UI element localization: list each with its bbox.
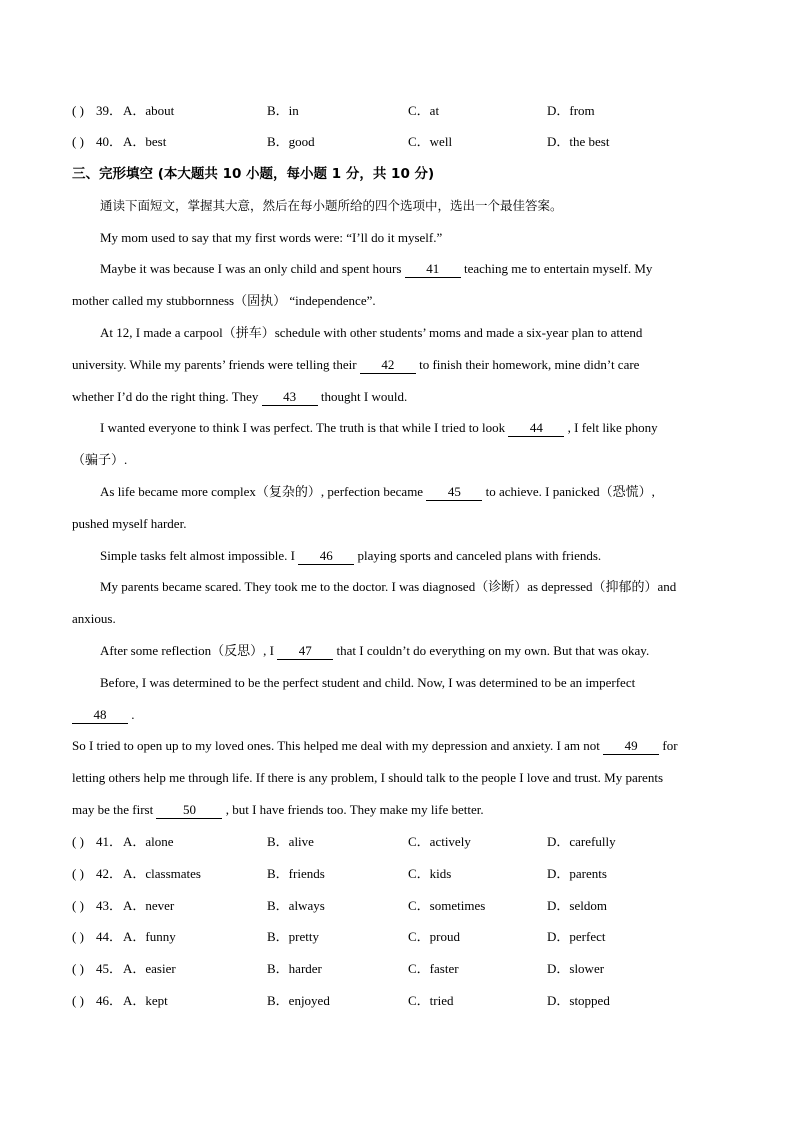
option-d: D．the best xyxy=(547,134,610,149)
option-d: D．carefully xyxy=(547,834,616,849)
option-b: B．alive xyxy=(267,834,314,849)
answer-paren: ( ) xyxy=(72,961,84,976)
blank-47: 47 xyxy=(277,643,333,660)
option-a: A．never xyxy=(123,898,175,913)
blank-48: 48 xyxy=(72,707,128,724)
question-number: 46． xyxy=(96,993,123,1008)
question-number: 41． xyxy=(96,834,123,849)
answer-paren: ( ) xyxy=(72,834,84,849)
option-a: A．alone xyxy=(123,834,174,849)
passage-line: letting others help me through life. If there is any problem, I should talk to the people I love and trust. My parents xyxy=(72,770,663,785)
answer-paren: ( ) xyxy=(72,103,84,118)
passage-line: My mom used to say that my first words were: “I’ll do it myself.” xyxy=(100,230,443,245)
option-a: A．classmates xyxy=(123,866,201,881)
section-title: 三、完形填空 (本大题共 10 小题，每小题 1 分，共 10 分) xyxy=(72,166,435,182)
passage-line: 48 . xyxy=(72,705,135,725)
option-c: C．actively xyxy=(408,834,471,849)
question-row-45 xyxy=(72,959,724,979)
question-number: 44． xyxy=(96,929,123,944)
question-row-44 xyxy=(72,927,724,947)
blank-43: 43 xyxy=(262,389,318,406)
passage-line: After some reflection（反思）, I 47 that I couldn’t do everything on my own. But that was okay. xyxy=(100,643,650,658)
option-b: B．harder xyxy=(267,961,322,976)
answer-paren: ( ) xyxy=(72,134,84,149)
blank-45: 45 xyxy=(426,484,482,501)
passage-line: may be the first 50 , but I have friends too. They make my life better. xyxy=(72,802,484,817)
option-b: B．friends xyxy=(267,866,325,881)
passage-line: Simple tasks felt almost impossible. I 46 playing sports and canceled plans with friends. xyxy=(100,548,602,563)
passage-line: whether I’d do the right thing. They 43 thought I would. xyxy=(72,389,408,404)
passage-line: Before, I was determined to be the perfect student and child. Now, I was determined to be an imperfect xyxy=(100,675,636,690)
option-d: D．stopped xyxy=(547,993,610,1008)
blank-41: 41 xyxy=(405,261,461,278)
option-c: C．well xyxy=(408,134,453,149)
option-c: C．at xyxy=(408,103,440,118)
option-d: D．slower xyxy=(547,961,605,976)
option-c: C．sometimes xyxy=(408,898,486,913)
blank-49: 49 xyxy=(603,738,659,755)
option-b: B．pretty xyxy=(267,929,319,944)
option-a: A．funny xyxy=(123,929,176,944)
option-a: A．easier xyxy=(123,961,176,976)
passage-line: As life became more complex（复杂的）, perfection became 45 to achieve. I panicked（恐慌）, xyxy=(100,484,655,499)
option-c: C．proud xyxy=(408,929,461,944)
question-number: 43． xyxy=(96,898,123,913)
question-row-42 xyxy=(72,864,724,884)
question-number: 45． xyxy=(96,961,123,976)
blank-44: 44 xyxy=(508,420,564,437)
question-row-39 xyxy=(72,101,724,121)
passage-line: pushed myself harder. xyxy=(72,516,187,531)
option-d: D．from xyxy=(547,103,595,118)
option-a: A．about xyxy=(123,103,175,118)
passage-line: （骗子）. xyxy=(72,452,128,467)
option-d: D．seldom xyxy=(547,898,607,913)
question-number: 42． xyxy=(96,866,123,881)
section-instruction: 通读下面短文，掌握其大意，然后在每小题所给的四个选项中，选出一个最佳答案。 xyxy=(100,198,563,213)
option-c: C．tried xyxy=(408,993,454,1008)
passage-line: Maybe it was because I was an only child and spent hours 41 teaching me to entertain myself. My xyxy=(100,261,653,276)
passage-line: I wanted everyone to think I was perfect. The truth is that while I tried to look 44 , I felt like phony xyxy=(100,420,658,435)
answer-paren: ( ) xyxy=(72,866,84,881)
option-b: B．in xyxy=(267,103,299,118)
option-b: B．good xyxy=(267,134,315,149)
question-row-40 xyxy=(72,132,724,152)
option-b: B．always xyxy=(267,898,325,913)
option-c: C．kids xyxy=(408,866,452,881)
blank-42: 42 xyxy=(360,357,416,374)
passage-line: university. While my parents’ friends were telling their 42 to finish their homework, mine didn’t care xyxy=(72,357,640,372)
question-row-46 xyxy=(72,991,724,1011)
answer-paren: ( ) xyxy=(72,993,84,1008)
question-row-43 xyxy=(72,896,724,916)
option-a: A．best xyxy=(123,134,167,149)
option-d: D．parents xyxy=(547,866,607,881)
blank-50: 50 xyxy=(156,802,222,819)
question-number: 39． xyxy=(96,103,123,118)
option-b: B．enjoyed xyxy=(267,993,330,1008)
blank-46: 46 xyxy=(298,548,354,565)
option-d: D．perfect xyxy=(547,929,606,944)
passage-line: anxious. xyxy=(72,611,116,626)
answer-paren: ( ) xyxy=(72,898,84,913)
option-c: C．faster xyxy=(408,961,459,976)
passage-line: My parents became scared. They took me to the doctor. I was diagnosed（诊断）as depressed（抑郁的）and xyxy=(100,579,677,594)
option-a: A．kept xyxy=(123,993,168,1008)
question-row-41 xyxy=(72,832,724,852)
question-number: 40． xyxy=(96,134,123,149)
answer-paren: ( ) xyxy=(72,929,84,944)
passage-line: At 12, I made a carpool（拼车）schedule with other students’ moms and made a six-year plan to attend xyxy=(100,325,643,340)
passage-line: mother called my stubbornness（固执） “independence”. xyxy=(72,293,376,308)
passage-line: So I tried to open up to my loved ones. This helped me deal with my depression and anxiety. I am not 49 for xyxy=(72,738,678,753)
